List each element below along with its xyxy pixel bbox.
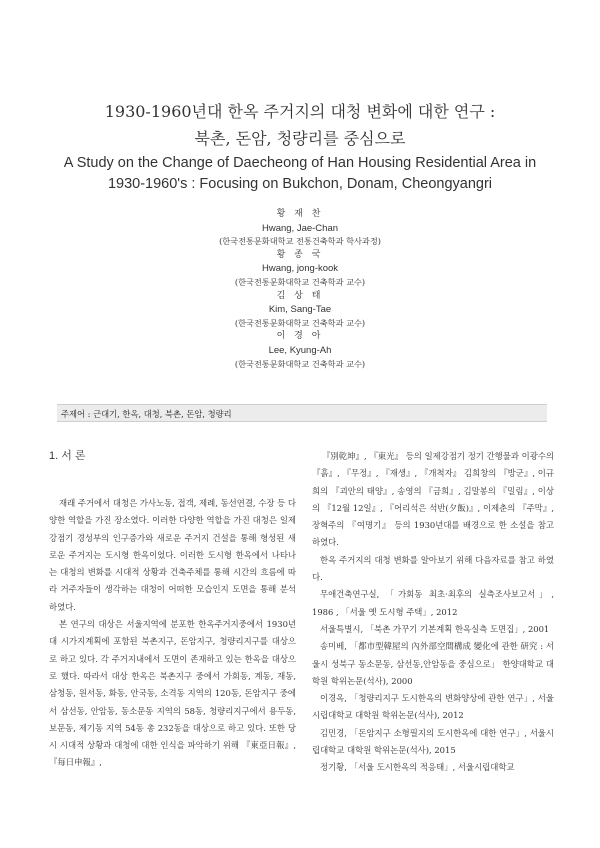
author-affiliation: (한국전통문화대학교 건축학과 교수): [234, 358, 366, 369]
reference-item: 무애건축연구실, 「가회동 최초·최후의 실측조사보고서」, 1986 , 「서울 옛 도시형 주택」, 2012: [312, 589, 554, 617]
reference-item: 정기황, 「서울 도시한옥의 적응태」, 서울시립대학교: [320, 762, 515, 773]
reference-item: 송미베, 「都市型韓屋의 內外部空間構成 變化에 관한 研究 : 서울시 성북구 동소문동, 삼선동,안암동을 중심으로」 한양대학교 대학원 학위논문(석사), 2000: [312, 641, 554, 686]
author-affiliation: (한국전통문화대학교 전통건축학과 학사과정): [219, 236, 381, 247]
title-english-line1: A Study on the Change of Daecheong of Han Housing Residential Area in: [63, 155, 537, 171]
reference-item: 이경옥, 「청량리지구 도시한옥의 변화양상에 관한 연구」, 서울시립대학교 대학원 학위논문(석사), 2012: [312, 693, 554, 721]
author-name-ko: 황 재 찬: [276, 209, 324, 219]
author-list: [0, 208, 600, 371]
right-column: [312, 448, 554, 777]
author-affiliation: (한국전통문화대학교 건축학과 교수): [234, 317, 366, 328]
author-name-en: Hwang, Jae-Chan: [261, 222, 339, 234]
author-block: [0, 208, 600, 249]
author-name-en: Hwang, jong-kook: [261, 263, 339, 275]
author-block: [0, 330, 600, 371]
section-heading: 1. 서 론: [49, 450, 86, 462]
body-paragraph: 『別乾坤』, 『東光』 등의 일제강점기 정기 간행물과 이광수의 『흙』, 『무정』, 『재생』, 『개척자』 김희창의 『방군』, 이규희의 『괴안의 태양』, 송영의 『금희』, 김말봉의 『밀림』, 이상의 『12월 12일』, 『어리석은 석반(夕飯)』, 이제춘의 『주막』, 장혁주의 『여명기』 등의 1930년대를 배경으로 한 소설을 참고 하였다.: [312, 451, 554, 548]
keywords-bar: 주제어 : 근대기, 한옥, 대청, 북촌, 돈암, 청량리: [57, 404, 547, 422]
author-name-ko: 이 경 아: [276, 331, 324, 342]
author-affiliation: (한국전통문화대학교 건축학과 교수): [234, 276, 366, 287]
body-paragraph: 본 연구의 대상은 서울지역에 분포한 한옥주거지중에서 1930년대 시가지계획에 포함된 북촌지구, 돈암지구, 청량리지구를 대상으로 하고 있다. 각 주거지내에서 도면이 존재하고 있는 한옥을 대상으로 했다. 따라서 대상 한옥은 북촌지구 중에서 가회동, 계동, 재동, 삼청동, 원서동, 화동, 안국동, 소격동 지역의 120동, 돈암지구 중에서 삼선동, 안암동, 동소문동 지역의 58동, 청량리지구에서 용두동, 보문동, 제기동 지역 54동 총 232동을 대상으로 하고 있다. 또한 당시 시대적 상황과 대청에 대한 인식을 파악하기 위해 『東亞日報』, 『每日申報』,: [49, 619, 296, 768]
author-name-en: Lee, Kyung-Ah: [268, 344, 332, 356]
title-korean-line1: 1930-1960년대 한옥 주거지의 대청 변화에 대한 연구 :: [104, 102, 496, 121]
reference-item: 김민경, 「돈암지구 소형필지의 도시한옥에 대한 연구」, 서울시립대학교 대학원 학위논문(석사), 2015: [312, 727, 554, 756]
title-english: [0, 153, 600, 195]
author-name-ko: 황 종 국: [276, 249, 324, 260]
title-korean-line2: 북촌, 돈암, 청량리를 중심으로: [194, 129, 406, 148]
title-english-line2: 1930-1960's : Focusing on Bukchon, Donam, Cheongyangri: [107, 176, 493, 192]
body-paragraph: 재래 주거에서 대청은 가사노동, 접객, 제례, 동선연결, 수장 등 다양한 역할을 가진 장소였다. 이러한 다양한 역할을 가진 대청은 일제강점기 경성부의 인구증가와 새로운 주거지 건설을 통해 형성된 새로운 주거지는 도시형 한옥이었다. 이러한 도시형 한옥에서 나타나는 대청의 변화를 시대적 상황과 건축주체를 통해 시간의 흐름에 따라 거주자들이 생각하는 대청이 어떠한 모습인지 도면을 통해 분석하였다.: [49, 498, 296, 612]
body-paragraph: 한옥 주거지의 대청 변화를 알아보기 위해 다음자료를 참고 하였다.: [312, 554, 554, 583]
title-korean: [0, 101, 600, 150]
left-column: [49, 448, 296, 772]
reference-item: 서울특별시, 「북촌 가꾸기 기본계획 한옥실측 도면집」, 2001: [320, 623, 550, 634]
author-block: [0, 290, 600, 331]
author-block: [0, 249, 600, 290]
author-name-en: Kim, Sang-Tae: [268, 304, 332, 316]
author-name-ko: 김 상 태: [276, 290, 324, 301]
